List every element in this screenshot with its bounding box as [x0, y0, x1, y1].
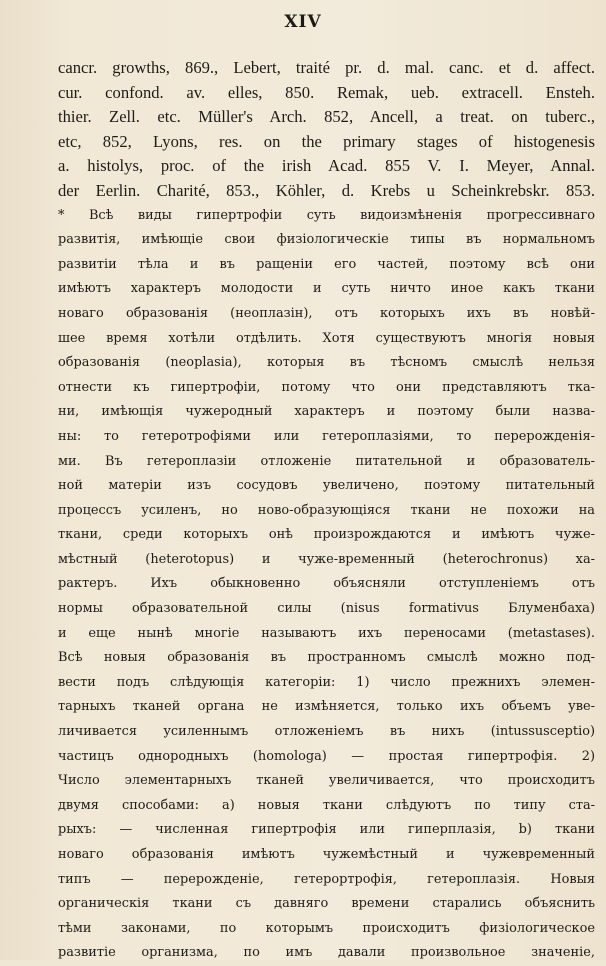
text-line: * Всѣ виды гипертрофіи суть видоизмѣненія прогрессивнаго	[58, 207, 595, 223]
text-line: тѣми законами, по которымъ происходитъ физіологическое	[58, 920, 595, 936]
text-line: рактеръ. Ихъ обыкновенно объясняли отступленіемъ отъ	[58, 576, 595, 592]
text-line: ни, имѣющія чужеродный характеръ и поэтому были назва-	[58, 404, 595, 420]
text-line: образованія (neoplasia), которыя въ тѣсномъ смыслѣ нельзя	[58, 355, 595, 371]
text-line: etc, 852, Lyons, res. on the primary stages of histogenesis	[58, 131, 595, 151]
text-line: мѣстный (heterotopus) и чуже-временный (heterochronus) ха-	[58, 551, 595, 567]
text-line: органическія ткани съ давняго времени старались объяснить	[58, 896, 595, 912]
page-number: XIV	[284, 12, 322, 32]
text-line: ткани, среди которыхъ онѣ произрождаются и имѣютъ чуже-	[58, 527, 595, 543]
text-line: cancr. growths, 869., Lebert, traité pr. d. mal. canc. et d. affect.	[58, 58, 595, 77]
text-line: типъ — перерожденіе, гетерортрофія, гетероплазія. Новыя	[58, 871, 595, 887]
text-line: развитіе организма, по имъ давали произвольное значеніе,	[58, 945, 595, 961]
text-line: двумя способами: a) новыя ткани слѣдуютъ по типу ста-	[58, 797, 595, 813]
text-line: новаго образованія имѣютъ чужемѣстный и чужевременный	[58, 847, 595, 862]
text-line: и еще нынѣ многіе называютъ ихъ переносами (metastases).	[58, 625, 595, 641]
text-line: частицъ однородныхъ (homologa) — простая гипертрофія. 2)	[58, 748, 595, 764]
text-line: a. histolys, proc. of the irish Acad. 855 V. I. Meyer, Annal.	[58, 156, 595, 176]
text-line: развитія, имѣющіе свои физіологическіе типы въ нормальномъ	[58, 232, 595, 248]
text-line: отнести къ гипертрофіи, потому что они представляютъ тка-	[58, 379, 595, 395]
text-line: вести подъ слѣдующія категоріи: 1) число прежнихъ элемен-	[58, 674, 595, 690]
text-line: шее время хотѣли отдѣлить. Хотя существуютъ многія новыя	[58, 330, 595, 346]
text-line: Всѣ новыя образованія въ пространномъ смыслѣ можно под-	[58, 650, 595, 666]
text-line: ной матеріи изъ сосудовъ увеличено, поэтому питательный	[58, 478, 595, 494]
text-line: личивается усиленнымъ отложеніемъ въ нихъ (intussusceptio)	[58, 724, 595, 740]
text-line: ми. Въ гетероплазіи отложеніе питательной и образователь-	[58, 453, 595, 469]
page-body-text	[58, 56, 595, 966]
text-line: Число элементарныхъ тканей увеличивается, что происходитъ	[58, 773, 595, 789]
text-line: развитіи тѣла и въ ращеніи его частей, поэтому всѣ они	[58, 256, 595, 272]
text-line: имѣютъ характеръ молодости и суть ничто иное какъ ткани	[58, 281, 595, 297]
text-line: новаго образованія (неоплазін), отъ которыхъ ихъ въ новѣй-	[58, 305, 595, 321]
text-line: ны: то гетеротрофіями или гетероплазіями, то перерожденія-	[58, 428, 595, 444]
text-line: нормы образовательной силы (nisus formativus Блуменбаха)	[58, 601, 595, 617]
text-line: cur. confond. av. elles, 850. Remak, ueb. extracell. Ensteh.	[58, 82, 595, 102]
text-line: тарныхъ тканей органа не измѣняется, только ихъ объемъ уве-	[58, 699, 595, 715]
text-line: der Eerlin. Charité, 853., Köhler, d. Krebs u Scheinkrebskr. 853.	[58, 180, 595, 200]
text-line: рыхъ: — численная гипертрофія или гиперплазія, b) ткани	[58, 822, 595, 838]
text-line: процессъ усиленъ, но ново-образующіяся ткани не похожи на	[58, 502, 595, 518]
text-line: thier. Zell. etc. Müller's Arch. 852, Ancell, a treat. on tuberc.,	[58, 107, 595, 127]
